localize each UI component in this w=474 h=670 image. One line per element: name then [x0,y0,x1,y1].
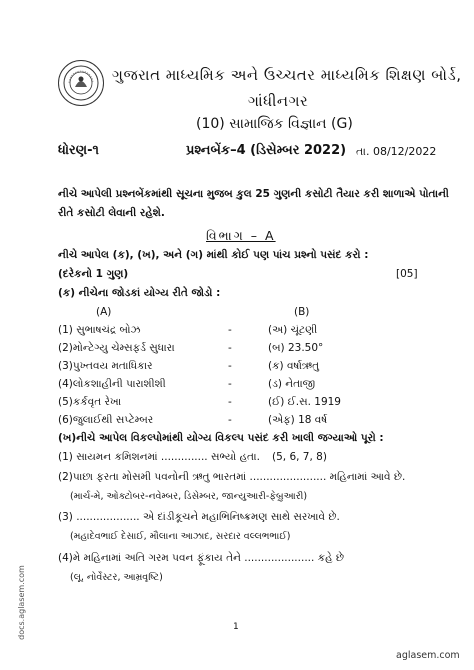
fill-question-2: (2)પાછા ફરતા મોસમી પવનોની ઋતુ ભારતમાં ....................... મહિનામાં આવે છે. [58,471,406,483]
match-left: (4)લોકશાહીની પારાશીશી [58,378,166,390]
match-dash: - [228,360,232,372]
instruction-line1: નીચે આપેલી પ્રશ્નબેંકમાંથી સૂચના મુજબ કુલ 25 ગુણની કસોટી તૈયાર કરી શાળાએ પોતાની [58,188,449,200]
fill-question-1: (1) સાયમન કમિશનમાં .............. સભ્યો હતા. [58,451,260,463]
match-dash: - [228,342,232,354]
page-number: 1 [233,622,239,632]
match-right: (ઈ) ઈ.સ. 1919 [268,396,341,408]
exam-date: તા. 08/12/2022 [356,145,437,158]
section-title: વિભાગ – A [206,228,276,243]
fill-options-3: (મહાદેવભાઈ દેસાઈ, મૌલાના આઝાદ, સરદાર વલ્લભભાઈ) [70,531,291,542]
section-instruction: નીચે આપેલ (ક), (ખ), અને (ગ) માંથી કોઈ પણ પાંચ પ્રશ્નો પસંદ કરો : [58,249,369,261]
brand-footer: aglasem.com [396,650,460,661]
fill-heading: (ખ)નીચે આપેલ વિકલ્પોમાંથી યોગ્ય વિકલ્પ પસંદ કરી ખાલી જગ્યાઓ પૂરો : [58,432,384,444]
fill-options-1: (5, 6, 7, 8) [272,451,327,463]
match-right: (અ) ચૂંટણી [268,324,318,336]
match-right: (બ) 23.50° [268,342,324,354]
instruction-line2: રીતે કસોટી લેવાની રહેશે. [58,207,165,219]
marks-note: (દરેકનો 1 ગુણ) [58,268,129,280]
match-dash: - [228,378,232,390]
match-dash: - [228,414,232,426]
fill-question-3: (3) ................... એ દાંડીકૂચને મહાભિનિષ્ક્રમણ સાથે સરખાવે છે. [58,511,340,523]
match-dash: - [228,396,232,408]
fill-options-2: (માર્ચ-મે, ઓક્ટોબર-નવેમ્બર, ડિસેમ્બર, જાન્યુઆરી-ફેબ્રુઆરી) [70,491,308,502]
board-seal-icon [58,60,104,106]
match-left: (5)કર્કવૃત રેખા [58,396,122,408]
match-right: (ક) વર્ષાઋતુ [268,360,320,372]
match-heading: (ક) નીચેના જોડકાં યોગ્ય રીતે જોડો : [58,287,221,299]
col-b-label: (B) [294,306,310,318]
fill-question-4: (4)મે મહિનામાં અતિ ગરમ પવન ફૂંકાય તેને ..................... કહે છે [58,552,345,564]
fill-options-4: (લૂ, નોર્વેસ્ટર, આમ્રવૃષ્ટિ) [70,572,163,583]
side-watermark: docs.aglasem.com [16,565,26,640]
match-right: (ડ) નેતાજી [268,378,316,390]
match-right: (એફ) 18 વર્ષ [268,414,328,426]
match-dash: - [228,324,232,336]
standard-label: ધોરણ-૧ [58,143,99,158]
match-left: (6)જુલાઈથી સપ્ટેમ્બર [58,414,154,426]
match-left: (1) સુભાષચંદ્ર બોઝ [58,324,141,336]
col-a-label: (A) [96,306,112,318]
match-left: (2)મોન્ટેગ્યુ ચેમ્સફર્ડ સુધારા [58,342,175,354]
marks-total: [05] [396,268,418,280]
match-left: (3)પુખ્તવય મતાધિકાર [58,360,153,372]
subject-title: (10) સામાજિક વિજ્ઞાન (G) [196,116,353,132]
paper-title: પ્રશ્નબેંક–4 (ડિસેમ્બર 2022) [186,143,347,158]
board-title-line1: ગુજરાત માધ્યમિક અને ઉચ્ચતર માધ્યમિક શિક્ષણ બોર્ડ, [112,66,462,84]
board-title-line2: ગાંધીનગર [248,92,309,110]
